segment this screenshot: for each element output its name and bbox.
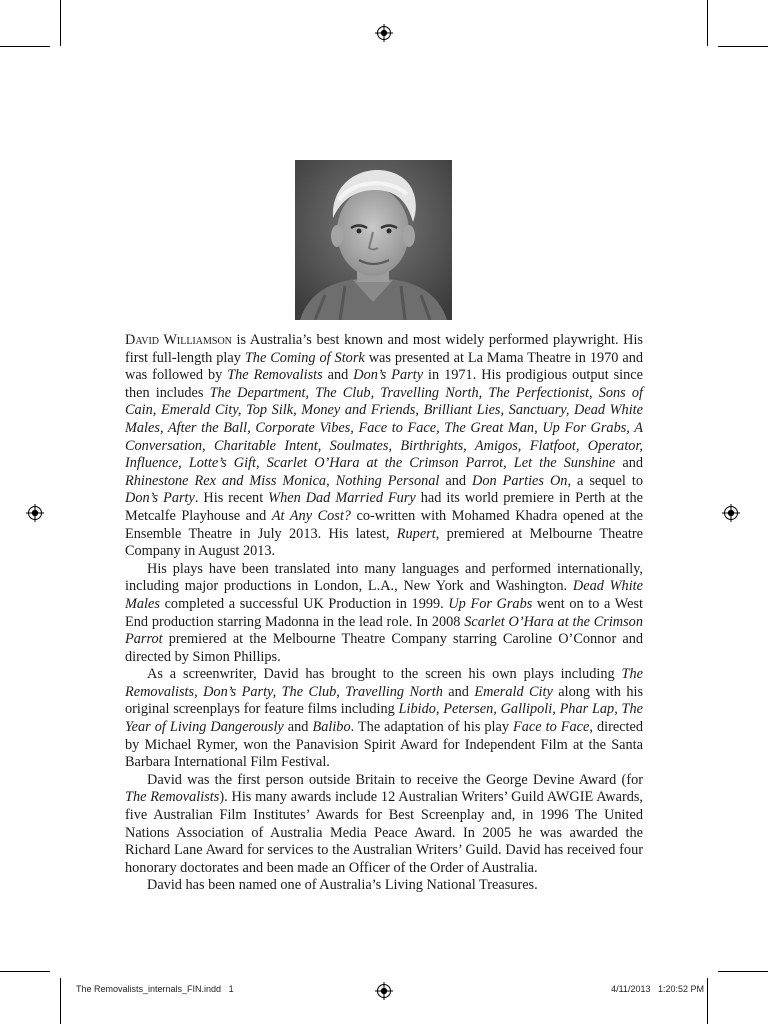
portrait-image — [295, 160, 452, 320]
text-run: David was the first person outside Britain to receive the George Devine Award (for — [147, 771, 643, 788]
crop-mark — [60, 978, 61, 1024]
slug-filename: The Removalists_internals_FIN.indd 1 — [76, 984, 234, 994]
title-italic: Don’s Party — [353, 367, 424, 384]
title-italic: The Coming of Stork — [244, 349, 365, 366]
registration-mark-icon — [722, 504, 740, 522]
author-photo — [295, 160, 452, 320]
text-run: and — [322, 367, 354, 384]
text-run: premiered at the Melbourne Theatre Company starring Caroline O’Connor and directed by Simon Phillips. — [125, 631, 643, 665]
crop-mark — [718, 46, 768, 47]
title-italic: Rupert — [396, 525, 436, 542]
title-italic: The Removalists — [227, 367, 323, 384]
crop-mark — [60, 0, 61, 46]
registration-mark-icon — [375, 982, 393, 1000]
text-run: had its world premiere in Perth at the Metcalfe Playhouse and — [125, 490, 644, 524]
author-biography — [125, 332, 643, 895]
text-run: was presented at La Mama Theatre in 1970 and was followed by — [125, 349, 644, 384]
text-run: . His recent — [194, 490, 269, 507]
title-italic: When Dad Married Fury — [268, 490, 416, 507]
crop-mark — [718, 971, 768, 972]
text-run: is Australia’s best known and most widely performed playwright. His first full-length play — [125, 332, 643, 366]
slug-timestamp: 4/11/2013 1:20:52 PM — [611, 984, 704, 994]
text-run: ). His many awards include 12 Australian Writers’ Guild AWGIE Awards, five Australian Film Institutes’ Awards for Best Screenplay and, in 1996 The United Nations Association of Australia Media Peace Award. In 2005 he was awarded the Richard Lane Award for services to the Australian Writers’ Guild. David has received four honorary doctorates and been made an Officer of the Order of Australia. — [125, 789, 643, 876]
title-italic: Dead White Males — [125, 578, 643, 612]
crop-mark — [707, 978, 708, 1024]
title-italic: The Department, The Club, Travelling North, The Perfectionist, Sons of Cain, Emerald City, Top Silk, Money and Friends, Brilliant Lies, Sanctuary, Dead White Males, After the Ball, Corporate Vibes, Face to Face, The Great Man, Up For Grabs, A Conversation, Charitable Intent, Soulmates, Birthrights, Amigos, Flatfoot, Operator, Influence, Lotte’s Gift, Scarlet O’Hara at the Crimson Parrot, Let the Sunshine — [125, 384, 643, 472]
author-name: David Williamson — [125, 332, 232, 348]
title-italic: At Any Cost? — [271, 507, 351, 524]
text-run: completed a successful UK Production in 1999. — [159, 595, 449, 612]
text-run: along with his original screenplays for feature films including — [125, 683, 644, 718]
text-run: and — [283, 719, 313, 736]
title-italic: The Removalists, Don’s Party, The Club, Travelling North — [125, 666, 643, 700]
title-italic: Nothing Personal — [335, 472, 440, 489]
registration-mark-icon — [26, 504, 44, 522]
text-run: , — [326, 472, 336, 489]
title-italic: The Removalists — [125, 789, 220, 806]
text-run: in 1971. His prodigious output since then includes — [125, 367, 643, 401]
text-run: co-written with Mohamed Khadra opened at the Ensemble Theatre in July 2013. His latest, — [125, 507, 643, 542]
text-run: David has been named one of Australia’s Living National Treasures. — [147, 877, 538, 894]
title-italic: Scarlet O’Hara at the Crimson Parrot — [125, 613, 643, 648]
title-italic: Don Parties On — [472, 472, 568, 489]
text-run: His plays have been translated into many languages and performed internationally, including major productions in London, L.A., New York and Washington. — [125, 560, 643, 595]
text-run: and — [442, 683, 475, 700]
text-run: As a screenwriter, David has brought to the screen his own plays including — [147, 666, 622, 683]
text-run: , directed by Michael Rymer, won the Panavision Spirit Award for Independent Film at the Santa Barbara International Film Festival. — [125, 719, 644, 771]
title-italic: Face to Face — [513, 719, 590, 736]
registration-mark-icon — [375, 24, 393, 42]
text-run: and — [439, 472, 473, 489]
text-run: , premiered at Melbourne Theatre Company in August 2013. — [125, 525, 643, 560]
bio-paragraph — [125, 666, 643, 772]
title-italic: Emerald City — [474, 683, 553, 700]
title-italic: Rhinestone Rex and Miss Monica — [125, 472, 327, 489]
title-italic: Libido, Petersen, Gallipoli, Phar Lap, The Year of Living Dangerously — [125, 701, 643, 736]
title-italic: Up For Grabs — [448, 595, 533, 612]
crop-mark — [0, 971, 50, 972]
bio-paragraph — [125, 332, 643, 561]
text-run: and — [615, 455, 643, 472]
text-run: went on to a West End production starring Madonna in the lead role. In 2008 — [125, 595, 643, 630]
text-run: , a sequel to — [567, 472, 644, 489]
bio-paragraph — [125, 561, 643, 667]
bio-paragraph — [125, 877, 643, 895]
bio-paragraph — [125, 772, 643, 878]
crop-mark — [707, 0, 708, 46]
text-run: . The adaptation of his play — [350, 719, 514, 736]
title-italic: Balibo — [312, 719, 351, 736]
title-italic: Don’s Party — [125, 490, 195, 507]
crop-mark — [0, 46, 50, 47]
